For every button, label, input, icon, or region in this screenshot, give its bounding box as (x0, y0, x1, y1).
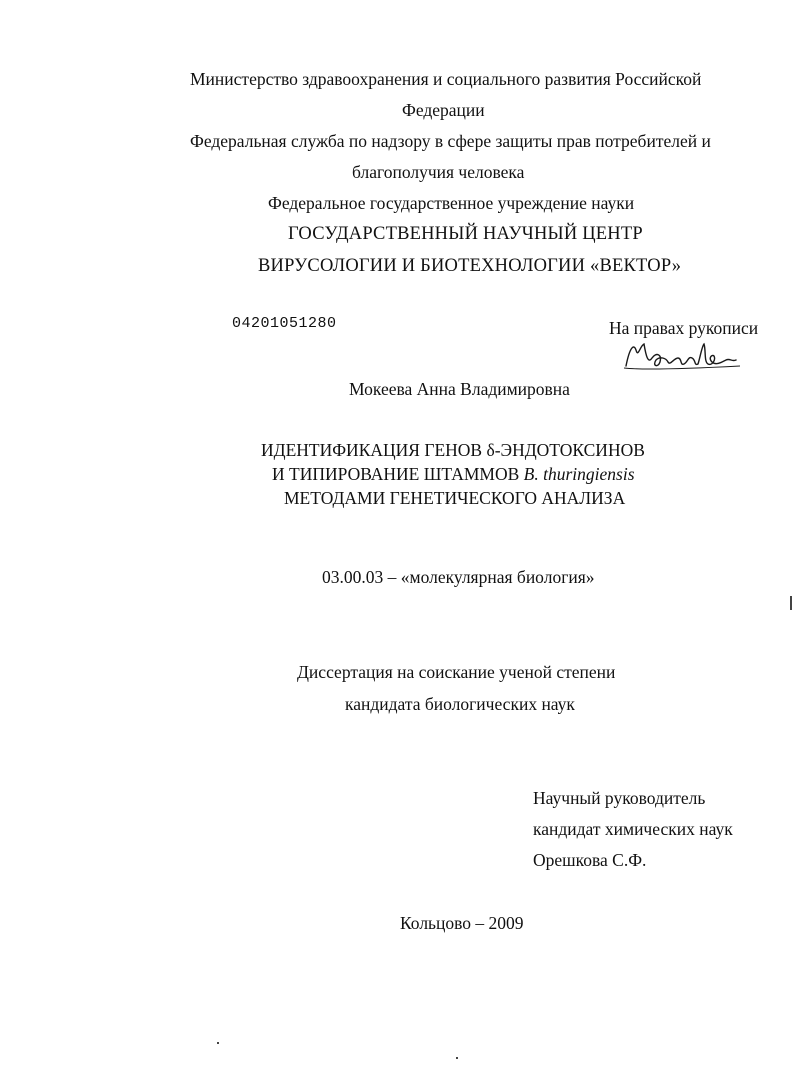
supervisor-name: Орешкова С.Ф. (533, 850, 647, 870)
manuscript-rights: На правах рукописи (609, 318, 759, 338)
dissertation-line-1: Диссертация на соискание ученой степени (297, 662, 616, 682)
species-name: B. thuringiensis (523, 464, 635, 484)
specialty: 03.00.03 – «молекулярная биология» (322, 567, 595, 587)
supervisor-degree: кандидат химических наук (533, 819, 733, 839)
title-line-2-prefix: И ТИПИРОВАНИЕ ШТАММОВ (272, 464, 524, 484)
author-name: Мокеева Анна Владимировна (349, 379, 570, 399)
scan-mark (790, 596, 792, 610)
supervisor-label: Научный руководитель (533, 788, 706, 808)
institution-line: Федеральное государственное учреждение науки (268, 193, 635, 213)
registration-number: 04201051280 (232, 315, 337, 332)
center-line-2: ВИРУСОЛОГИИ И БИОТЕХНОЛОГИИ «ВЕКТОР» (258, 256, 682, 276)
scan-dot (217, 1042, 219, 1044)
dissertation-line-2: кандидата биологических наук (345, 694, 575, 714)
service-line-1: Федеральная служба по надзору в сфере защиты прав потребителей и (190, 131, 711, 151)
title-line-3: МЕТОДАМИ ГЕНЕТИЧЕСКОГО АНАЛИЗА (284, 488, 626, 508)
place-year: Кольцово – 2009 (400, 913, 524, 933)
scan-dot (456, 1057, 458, 1059)
signature (622, 336, 742, 376)
service-line-2: благополучия человека (352, 162, 525, 182)
ministry-line-1: Министерство здравоохранения и социального развития Российской (190, 69, 702, 89)
title-line-1: ИДЕНТИФИКАЦИЯ ГЕНОВ δ-ЭНДОТОКСИНОВ (261, 440, 645, 460)
center-line-1: ГОСУДАРСТВЕННЫЙ НАУЧНЫЙ ЦЕНТР (288, 224, 643, 244)
ministry-line-2: Федерации (402, 100, 485, 120)
title-line-2 (272, 464, 635, 484)
